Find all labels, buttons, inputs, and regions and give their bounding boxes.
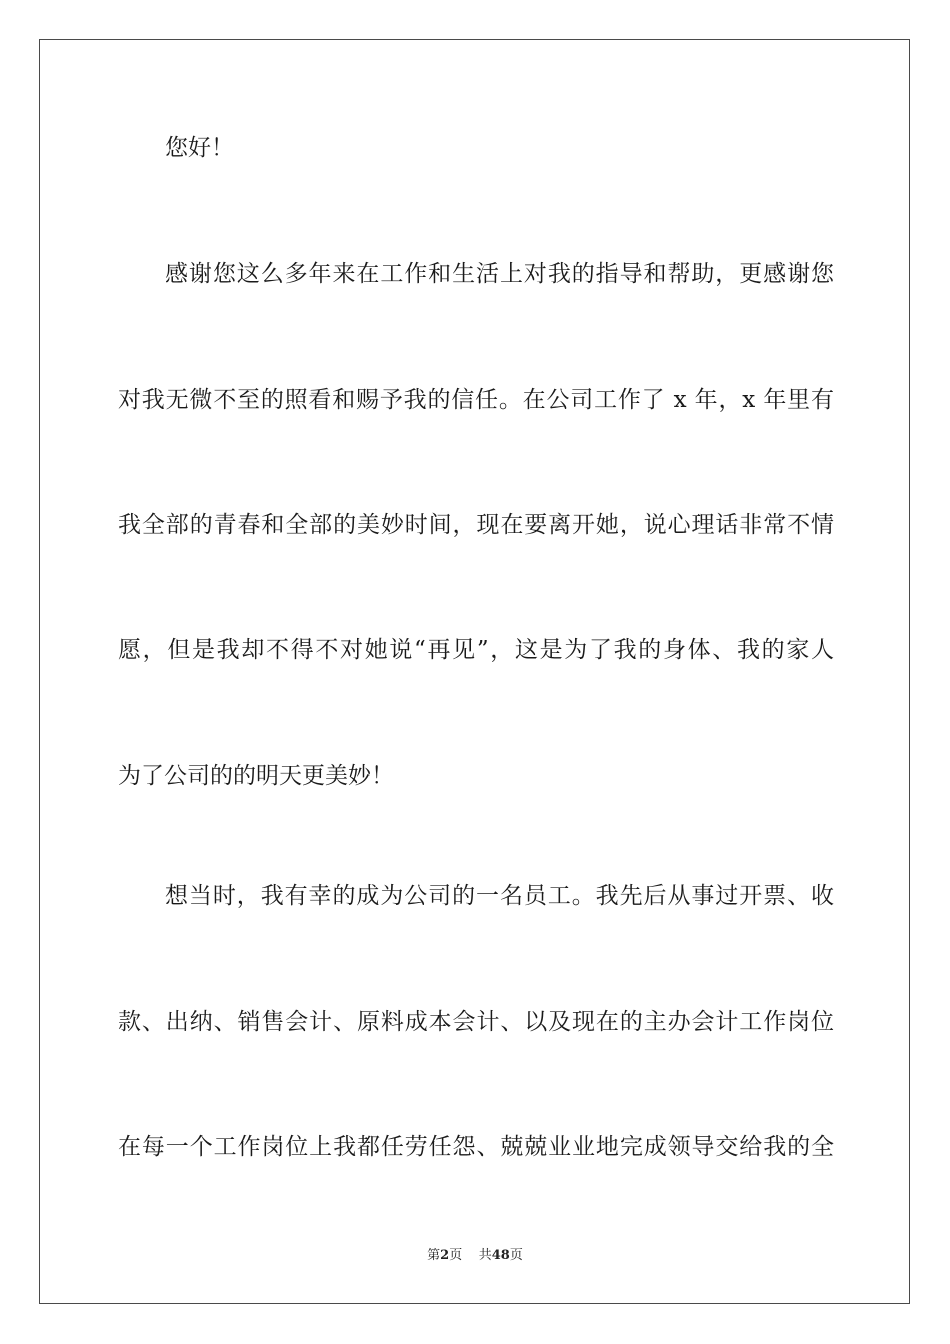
page-suffix: 页 [449, 1248, 463, 1263]
page-number: 2 [440, 1248, 450, 1263]
paragraph-line-4: 愿，但是我却不得不对她说“再见”，这是为了我的身体、我的家人 [118, 637, 834, 663]
paragraph-line-6: 想当时，我有幸的成为公司的一名员工。我先后从事过开票、收 [165, 883, 834, 909]
paragraph-line-7: 款、出纳、销售会计、原料成本会计、以及现在的主办会计工作岗位 [118, 1009, 834, 1035]
paragraph-line-1: 感谢您这么多年来在工作和生活上对我的指导和帮助，更感谢您 [165, 261, 834, 287]
total-suffix: 页 [509, 1248, 523, 1263]
page-footer [0, 1247, 950, 1265]
paragraph-line-3: 我全部的青春和全部的美妙时间，现在要离开她，说心理话非常不情 [118, 512, 834, 538]
total-pages: 48 [491, 1248, 510, 1263]
paragraph-line-8: 在每一个工作岗位上我都任劳任怨、兢兢业业地完成领导交给我的全 [118, 1134, 834, 1160]
page-border [39, 39, 910, 1304]
page-prefix: 第 [427, 1248, 441, 1263]
greeting-line: 您好！ [165, 135, 234, 161]
paragraph-line-5: 为了公司的的明天更美妙！ [118, 763, 394, 789]
total-prefix: 共 [478, 1248, 492, 1263]
paragraph-line-2: 对我无微不至的照看和赐予我的信任。在公司工作了 x 年，x 年里有 [118, 387, 834, 413]
